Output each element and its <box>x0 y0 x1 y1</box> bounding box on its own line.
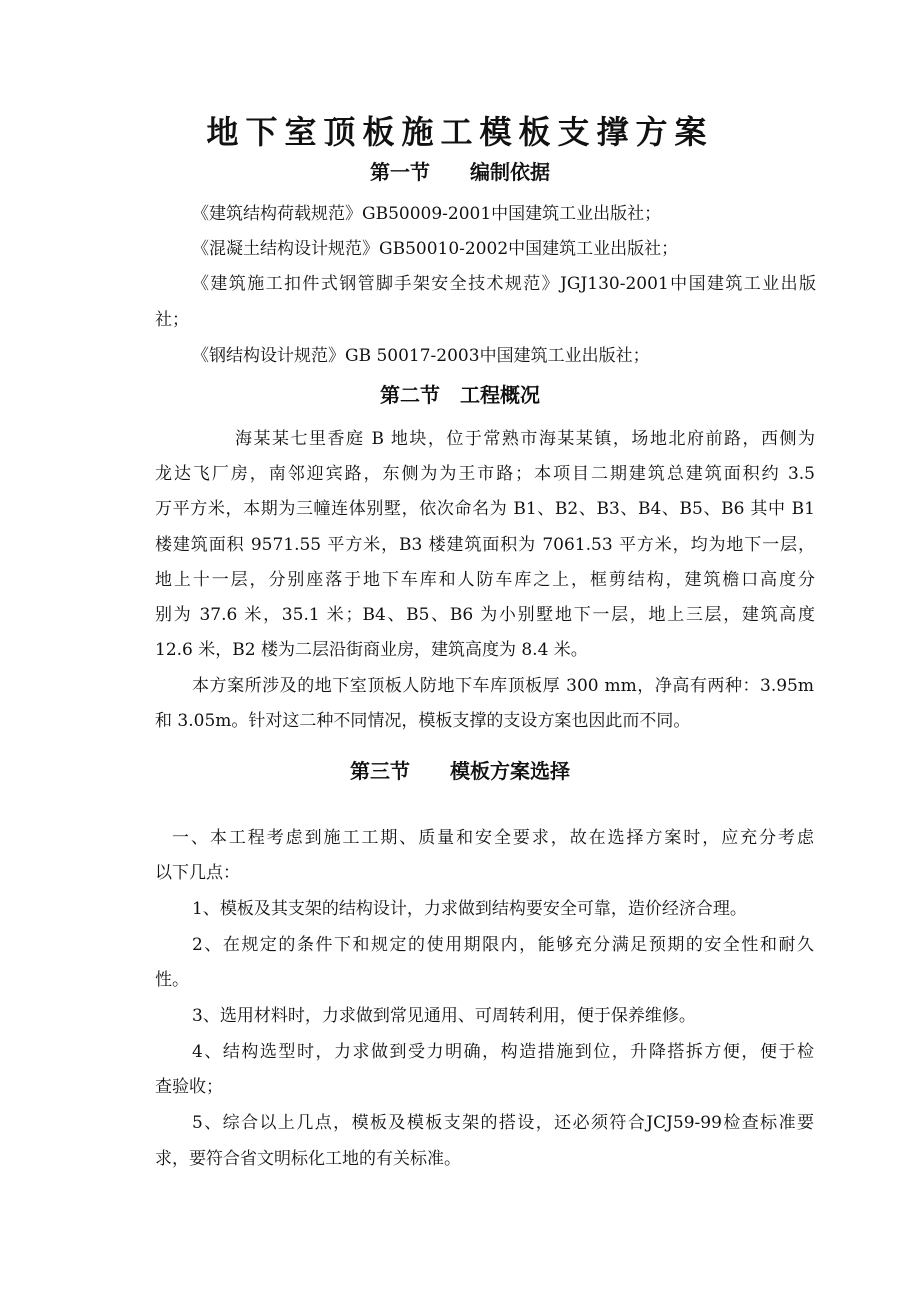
paragraph-line: 别为 37.6 米，35.1 米；B4、B5、B6 为小别墅地下一层，地上三层，建筑高度 <box>155 605 815 625</box>
paragraph-line: 海某某七里香庭 B 地块，位于常熟市海某某镇，场地北府前路，西侧为 <box>235 429 815 449</box>
list-item: 4、结构选型时，力求做到受力明确，构造措施到位，升降搭拆方便，便于检 <box>192 1042 814 1062</box>
list-item: 3、选用材料时，力求做到常见通用、可周转利用，便于保养维修。 <box>192 1006 696 1026</box>
list-item: 5、综合以上几点，模板及模板支架的搭设，还必须符合JCJ59-99检查标准要 <box>192 1113 814 1133</box>
paragraph-line: 地上十一层，分别座落于地下车库和人防车库之上，框剪结构，建筑檐口高度分 <box>155 570 815 590</box>
paragraph-line: 以下几点： <box>155 863 240 883</box>
list-item: 2、在规定的条件下和规定的使用期限内，能够充分满足预期的安全性和耐久 <box>192 935 814 955</box>
paragraph-line: 本方案所涉及的地下室顶板人防地下车库顶板厚 300 mm，净高有两种：3.95m <box>192 676 814 696</box>
paragraph-line: 一、本工程考虑到施工工期、质量和安全要求，故在选择方案时，应充分考虑 <box>172 828 814 848</box>
section-heading-overview: 第二节 工程概况 <box>380 383 540 407</box>
section-heading-basis: 第一节 编制依据 <box>370 160 550 184</box>
reference-line: 《建筑结构荷载规范》GB50009-2001中国建筑工业出版社； <box>192 204 662 224</box>
list-item: 1、模板及其支架的结构设计，力求做到结构要安全可靠，造价经济合理。 <box>192 899 747 919</box>
list-item-continued: 查验收； <box>155 1077 223 1097</box>
reference-line: 《混凝土结构设计规范》GB50010-2002中国建筑工业出版社； <box>192 239 679 259</box>
reference-line-continued: 社； <box>155 310 189 330</box>
list-item-continued: 性。 <box>155 970 189 990</box>
paragraph-line: 楼建筑面积 9571.55 平方米，B3 楼建筑面积为 7061.53 平方米，均为地下一层， <box>155 535 815 555</box>
paragraph-line: 12.6 米，B2 楼为二层沿街商业房，建筑高度为 8.4 米。 <box>155 640 588 660</box>
paragraph-line: 和 3.05m。针对这二种不同情况，模板支撑的支设方案也因此而不同。 <box>155 711 691 731</box>
reference-line: 《建筑施工扣件式钢管脚手架安全技术规范》JGJ130-2001中国建筑工业出版 <box>192 274 816 294</box>
reference-line: 《钢结构设计规范》GB 50017-2003中国建筑工业出版社； <box>192 346 650 366</box>
list-item-continued: 求，要符合省文明标化工地的有关标准。 <box>155 1149 461 1169</box>
section-heading-scheme: 第三节 模板方案选择 <box>350 759 570 783</box>
paragraph-line: 万平方米，本期为三幢连体别墅，依次命名为 B1、B2、B3、B4、B5、B6 其中 B1 <box>155 499 815 519</box>
paragraph-line: 龙达飞厂房，南邻迎宾路，东侧为为王市路；本项目二期建筑总建筑面积约 3.5 <box>155 464 815 484</box>
document-title: 地下室顶板施工模板支撑方案 <box>206 113 714 151</box>
